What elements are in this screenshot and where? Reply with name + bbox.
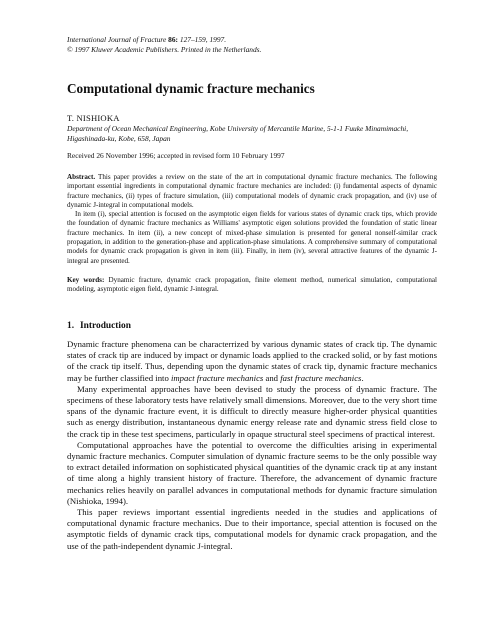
section-title: Introduction xyxy=(80,321,131,331)
journal-header xyxy=(67,35,261,54)
body-text: This paper reviews important essential ingredients needed in the studies and applications of computational dynamic fracture mechanics. Due to their importance, special attention is focused on the asymptotic fields of dynamic crack tips, computational models for dynamic crack propagation, and the use of the path-independent dynamic J-integral. xyxy=(67,507,437,551)
journal-copyright xyxy=(67,45,261,55)
section-heading xyxy=(67,321,131,331)
journal-publisher: 1997 Kluwer Academic Publishers. xyxy=(74,44,180,54)
abstract-label: Abstract. xyxy=(67,173,96,181)
keywords-label: Key words: xyxy=(67,276,105,284)
journal-printed: Printed in the Netherlands. xyxy=(180,44,262,54)
journal-volume: 86: xyxy=(168,35,179,44)
author-affiliation: Department of Ocean Mechanical Engineering, Kobe University of Mercantile Marine, 5-1-1 Fuuke Minamimachi, Higashinada-ku, Kobe, 658, Japan xyxy=(67,124,409,143)
abstract-paragraph xyxy=(67,173,437,210)
body-text: Computational approaches have the potential to overcome the difficulties arising in experimental dynamic fracture mechanics. Computer simulation of dynamic fracture seems to be the only possible way to extract detailed information on sophisticated physical quantities of the dynamic crack tip at any instant of time along a highly transient history of fracture. Therefore, the advancement of dynamic fracture mechanics relies heavily on parallel advances in computational methods for dynamic fracture simulation (Nishioka, 1994). xyxy=(67,439,437,506)
author-name: T. NISHIOKA xyxy=(67,113,120,123)
keywords-text: Dynamic fracture, dynamic crack propagation, finite element method, numerical simulation, computational modeling, asymptotic eigen field, dynamic J-integral. xyxy=(67,276,438,294)
body-text: and xyxy=(263,372,281,383)
abstract-text-2: In item (i), special attention is focused on the asymptotic eigen fields for various states of dynamic crack tips, which provide the foundation of dynamic fracture mechanics as Williams' asymptotic eigen solutions provided the foundation of static linear fracture mechanics. In item (ii), a new concept of mixed-phase simulation is presented for general nonself-similar crack propagation, in addition to the generation-phase and application-phase simulations. A comprehensive summary of computational models for dynamic crack propagation is given in item (iii). Finally, in item (iv), several attractive features of the dynamic J-integral are presented. xyxy=(67,210,437,265)
journal-pages: 127–159, 1997. xyxy=(179,35,227,44)
abstract-text-1: This paper provides a review on the state of the art in computational dynamic fracture mechanics. The following important essential ingredients in computational dynamic fracture mechanics are included: (i) fundamental aspects of dynamic fracture mechanics, (ii) types of fracture simulation, (iii) computational models of dynamic crack propagation, and (iv) use of dynamic J-integral in computational models. xyxy=(67,173,437,209)
body-text: Dynamic fracture phenomena can be characterrized by various dynamic states of crack tip. The dynamic states of crack tip are induced by impact or dynamic loads applied to the cracked solid, or by fast motions of the crack tip itself. Thus, depending upon the dynamic states of crack tip, dynamic fracture mechanics may be further classified into xyxy=(67,339,437,383)
emphasis-term: fast fracture mechanics xyxy=(280,372,362,383)
body-paragraph xyxy=(67,339,437,384)
section-number: 1. xyxy=(67,321,75,331)
emphasis-term: impact fracture mechanics xyxy=(170,372,264,383)
body-text: . xyxy=(361,372,364,383)
abstract-paragraph xyxy=(67,210,437,266)
body-paragraph xyxy=(67,384,437,440)
received-dates: Received 26 November 1996; accepted in revised form 10 February 1997 xyxy=(67,151,285,160)
body-text: Many experimental approaches have been devised to study the process of dynamic fracture. The specimens of these laboratory tests have relatively small dimensions. Moreover, due to the very short time spans of the dynamic fracture event, it is difficult to directly measure higher-order physical quantities such as energy distribution, instantaneous dynamic energy release rate and dynamic stress field close to the crack tip in these test specimens, particularly in opaque structural steel specimens of practical interest. xyxy=(67,383,437,439)
body-paragraph xyxy=(67,440,437,507)
paper-title: Computational dynamic fracture mechanics xyxy=(67,81,315,96)
section-body xyxy=(67,339,437,552)
copyright-symbol: © xyxy=(67,44,73,54)
body-paragraph xyxy=(67,507,437,552)
journal-name: International Journal of Fracture xyxy=(67,35,167,44)
abstract xyxy=(67,173,437,266)
journal-citation xyxy=(67,35,261,45)
keywords xyxy=(67,276,437,295)
